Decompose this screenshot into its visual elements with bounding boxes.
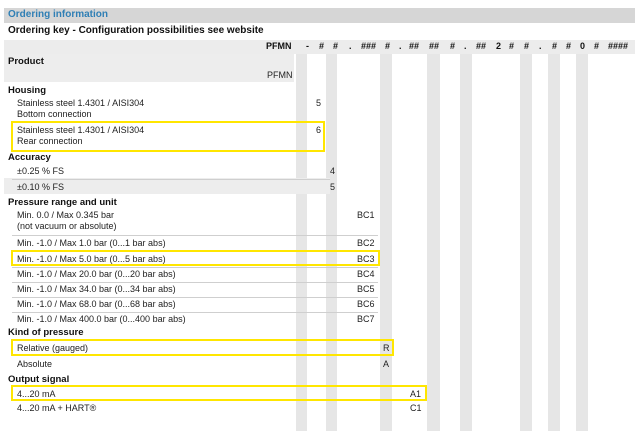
pressure-heading: Pressure range and unit: [8, 197, 117, 208]
pressure-code-4: BC4: [357, 269, 375, 279]
code-cell: #: [450, 41, 456, 51]
output-code-1: A1: [410, 389, 422, 399]
option-line: (not vacuum or absolute): [17, 221, 117, 231]
highlight-box: [11, 250, 380, 266]
highlight-box: [11, 121, 325, 152]
highlight-box: [11, 339, 394, 356]
row-divider: [12, 235, 378, 236]
housing-code-1: 5: [316, 98, 322, 108]
pressure-code-7: BC7: [357, 314, 375, 324]
row-divider: [12, 267, 378, 268]
pressure-code-1: BC1: [357, 210, 375, 220]
pressure-code-2: BC2: [357, 238, 375, 248]
kind-code-2: A: [383, 359, 390, 369]
housing-option-1: [17, 98, 144, 120]
code-cell: ##: [476, 41, 487, 51]
code-cell: #: [594, 41, 600, 51]
pressure-option-4: Min. -1.0 / Max 20.0 bar (0...20 bar abs): [17, 269, 176, 279]
pressure-option-2: Min. -1.0 / Max 1.0 bar (0...1 bar abs): [17, 238, 166, 248]
code-cell: PFMN: [266, 41, 292, 51]
code-cell: .: [464, 41, 467, 51]
column-strip: [520, 54, 532, 431]
output-heading: Output signal: [8, 374, 70, 385]
kind-option-1: Relative (gauged): [17, 343, 89, 353]
accuracy-code-1: 4: [330, 166, 336, 176]
accuracy-code-2: 5: [330, 182, 336, 192]
row-divider: [12, 297, 378, 298]
section-title: Ordering information: [8, 9, 108, 20]
accuracy-heading: Accuracy: [8, 152, 51, 163]
code-cell: .: [349, 41, 352, 51]
row-divider: [12, 312, 378, 313]
pressure-option-3: Min. -1.0 / Max 5.0 bar (0...5 bar abs): [17, 254, 166, 264]
product-row-shade: [4, 54, 294, 82]
housing-code-2: 6: [316, 125, 322, 135]
code-cell: ###: [361, 41, 377, 51]
code-cell: 2: [496, 41, 502, 51]
accuracy-option-1: ±0.25 % FS: [17, 166, 64, 176]
code-cell: #: [319, 41, 325, 51]
output-option-2: 4...20 mA + HART®: [17, 403, 97, 413]
pressure-option-5: Min. -1.0 / Max 34.0 bar (0...34 bar abs): [17, 284, 176, 294]
code-cell: #: [552, 41, 558, 51]
column-strip: [380, 54, 392, 431]
option-line: Bottom connection: [17, 109, 92, 119]
code-cell: ####: [608, 41, 629, 51]
column-strip: [548, 54, 560, 431]
ordering-key-label: Ordering key - Configuration possibilities see website: [8, 25, 264, 36]
code-cell: -: [306, 41, 309, 51]
code-cell: ##: [409, 41, 420, 51]
pressure-code-5: BC5: [357, 284, 375, 294]
accuracy-option-2: ±0.10 % FS: [17, 182, 64, 192]
column-strip: [427, 54, 440, 431]
product-code: PFMN: [267, 70, 293, 80]
pressure-option-6: Min. -1.0 / Max 68.0 bar (0...68 bar abs): [17, 299, 176, 309]
ordering-code-row: [4, 40, 635, 54]
pressure-option-1: [17, 210, 117, 232]
option-line: Rear connection: [17, 136, 83, 146]
code-cell: .: [399, 41, 402, 51]
housing-heading: Housing: [8, 85, 46, 96]
option-line: Stainless steel 1.4301 / AISI304: [17, 98, 145, 108]
code-cell: #: [524, 41, 530, 51]
code-cell: #: [385, 41, 391, 51]
option-line: Stainless steel 1.4301 / AISI304: [17, 125, 145, 135]
product-heading: Product: [8, 56, 44, 67]
highlight-box: [11, 385, 427, 401]
code-cell: 0: [580, 41, 586, 51]
row-divider: [12, 282, 378, 283]
option-line: Min. 0.0 / Max 0.345 bar: [17, 210, 115, 220]
column-strip: [296, 54, 307, 431]
kind-code-1: R: [383, 343, 390, 353]
code-cell: #: [333, 41, 339, 51]
row-divider: [12, 179, 330, 180]
code-cell: ##: [429, 41, 440, 51]
code-cell: #: [566, 41, 572, 51]
column-strip: [576, 54, 588, 431]
output-option-1: 4...20 mA: [17, 389, 56, 399]
code-cell: #: [509, 41, 515, 51]
column-strip: [460, 54, 472, 431]
column-strip: [326, 54, 337, 431]
pressure-option-7: Min. -1.0 / Max 400.0 bar (0...400 bar abs): [17, 314, 186, 324]
ordering-information-header: [4, 8, 635, 23]
kind-option-2: Absolute: [17, 359, 53, 369]
pressure-code-3: BC3: [357, 254, 375, 264]
code-cell: .: [539, 41, 542, 51]
pressure-code-6: BC6: [357, 299, 375, 309]
output-code-2: C1: [410, 403, 422, 413]
kind-heading: Kind of pressure: [8, 327, 84, 338]
ordering-key-row: [4, 24, 635, 39]
